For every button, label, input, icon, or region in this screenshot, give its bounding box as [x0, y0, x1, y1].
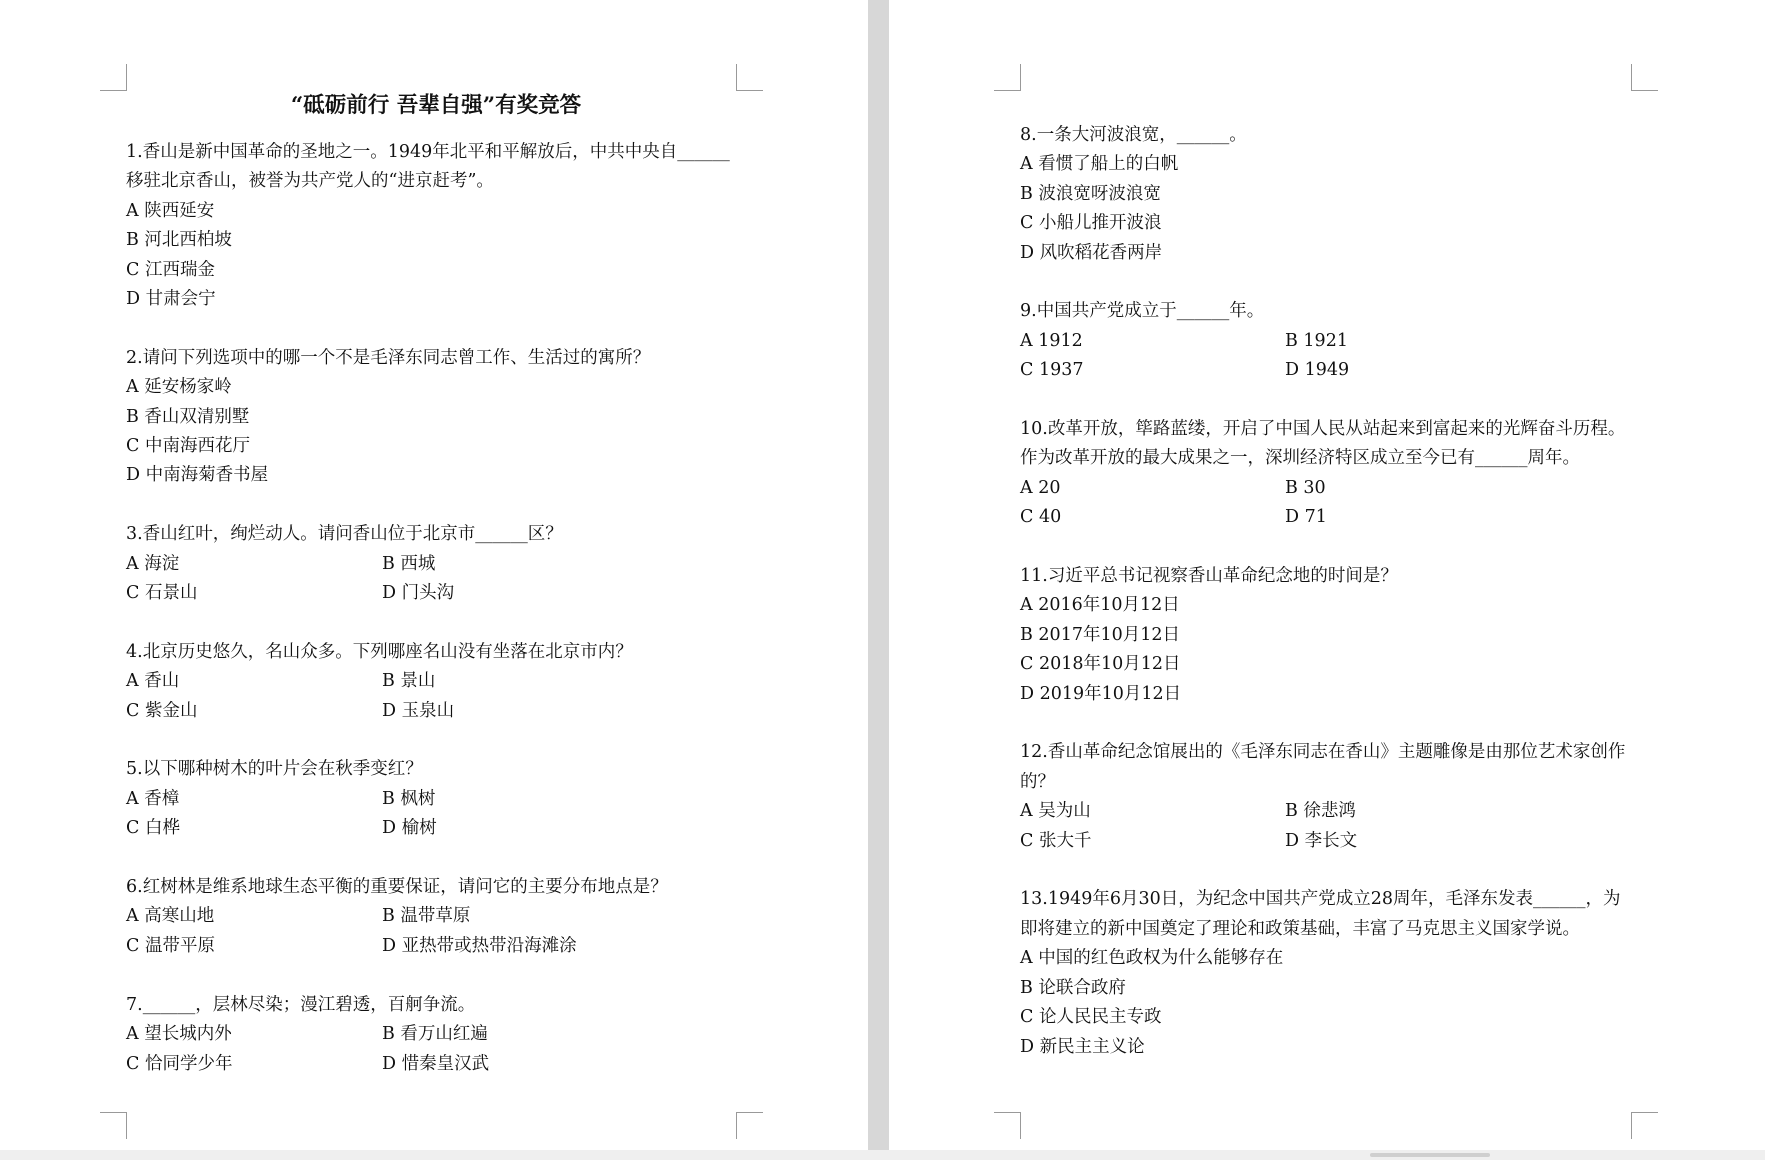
question-spacer — [126, 726, 746, 755]
question-text: 13.1949年6月30日，为纪念中国共产党成立28周年，毛泽东发表______，为 — [1020, 889, 1621, 910]
question-text: 1.香山是新中国革命的圣地之一。1949年北平和平解放后，中共中央自______ — [126, 142, 730, 162]
answer-option: D 中南海菊香书屋 — [126, 465, 269, 486]
horizontal-scrollbar[interactable] — [0, 1150, 1765, 1160]
answer-option: A 高寒山地 — [126, 906, 215, 927]
answer-option: B 波浪宽呀波浪宽 — [1020, 183, 1161, 204]
answer-option: B 温带草原 — [382, 906, 471, 927]
question-spacer — [1020, 856, 1660, 885]
answer-option: C 白桦 — [126, 818, 180, 839]
answer-options — [126, 197, 746, 315]
question-block — [126, 638, 746, 726]
question-text: 11.习近平总书记视察香山革命纪念地的时间是？ — [1020, 566, 1398, 587]
question-spacer — [1020, 268, 1660, 297]
answer-option: C 中南海西花厅 — [126, 436, 250, 457]
answer-option: D 榆树 — [382, 818, 437, 839]
answer-option: D 门头沟 — [382, 583, 455, 604]
question-spacer — [126, 608, 746, 637]
answer-option: B 河北西柏坡 — [126, 230, 232, 251]
answer-options — [126, 550, 746, 609]
answer-option: C 1937 — [1020, 360, 1084, 381]
answer-option: A 看惯了船上的白帆 — [1020, 154, 1179, 175]
document-title: “砥砺前行 吾辈自强”有奖竞答 — [290, 93, 582, 118]
answer-option: D 2019年10月12日 — [1020, 683, 1182, 704]
question-spacer — [126, 844, 746, 873]
answer-option: B 30 — [1285, 477, 1326, 498]
answer-option: D 玉泉山 — [382, 700, 455, 721]
answer-options — [1020, 797, 1660, 856]
question-text: 移驻北京香山，被誉为共产党人的“进京赶考”。 — [126, 171, 494, 192]
answer-options — [126, 667, 746, 726]
answer-option: C 40 — [1020, 507, 1062, 528]
answer-option: C 温带平原 — [126, 935, 215, 956]
question-text: 6.红树林是维系地球生态平衡的重要保证，请问它的主要分布地点是？ — [126, 877, 668, 898]
answer-option: C 石景山 — [126, 583, 198, 604]
question-block — [126, 344, 746, 491]
question-list-right — [1020, 121, 1660, 1062]
answer-option: B 1921 — [1285, 330, 1348, 351]
answer-option: B 景山 — [382, 671, 436, 692]
answer-option: C 紫金山 — [126, 700, 198, 721]
answer-options — [1020, 150, 1660, 268]
page-corner-mark — [1631, 1112, 1658, 1139]
question-spacer — [126, 491, 746, 520]
page-corner-mark — [100, 64, 127, 91]
question-text: 10.改革开放，筚路蓝缕，开启了中国人民从站起来到富起来的光辉奋斗历程。 — [1020, 419, 1626, 440]
answer-option: D 1949 — [1285, 360, 1350, 381]
answer-option: B 香山双清别墅 — [126, 406, 250, 427]
answer-options — [126, 1020, 746, 1079]
answer-option: A 20 — [1020, 477, 1061, 498]
question-block — [126, 520, 746, 608]
answer-option: B 枫树 — [382, 788, 436, 809]
question-block — [1020, 121, 1660, 268]
left-page-content — [126, 88, 746, 1079]
question-block — [1020, 738, 1660, 856]
question-text: 即将建立的新中国奠定了理论和政策基础，丰富了马克思主义国家学说。 — [1020, 918, 1580, 939]
question-block — [126, 755, 746, 843]
answer-option: C 江西瑞金 — [126, 259, 215, 280]
answer-option: C 2018年10月12日 — [1020, 654, 1181, 675]
question-text: 4.北京历史悠久，名山众多。下列哪座名山没有坐落在北京市内？ — [126, 641, 633, 662]
answer-option: A 2016年10月12日 — [1020, 595, 1180, 616]
question-block — [1020, 415, 1660, 533]
question-text: 作为改革开放的最大成果之一，深圳经济特区成立至今已有______周年。 — [1020, 448, 1580, 469]
answer-option: D 风吹稻花香两岸 — [1020, 242, 1163, 263]
answer-option: C 小船儿推开波浪 — [1020, 213, 1162, 234]
question-spacer — [1020, 386, 1660, 415]
question-text: 7.______，层林尽染；漫江碧透，百舸争流。 — [126, 994, 476, 1015]
answer-option: C 恰同学少年 — [126, 1053, 233, 1074]
question-block — [126, 991, 746, 1079]
answer-option: A 吴为山 — [1020, 801, 1091, 822]
page-corner-mark — [736, 64, 763, 91]
question-block — [1020, 885, 1660, 1061]
answer-options — [1020, 474, 1660, 533]
question-block — [1020, 297, 1660, 385]
answer-option: A 1912 — [1020, 330, 1083, 351]
answer-option: B 西城 — [382, 553, 436, 574]
answer-options — [1020, 591, 1660, 709]
answer-options — [126, 785, 746, 844]
question-block — [126, 873, 746, 961]
answer-option: A 延安杨家岭 — [126, 377, 232, 398]
answer-option: A 中国的红色政权为什么能够存在 — [1020, 948, 1284, 969]
document-page-left — [0, 0, 868, 1150]
question-text: 3.香山红叶，绚烂动人。请问香山位于北京市______区？ — [126, 524, 563, 545]
question-block — [1020, 562, 1660, 709]
question-spacer — [1020, 533, 1660, 562]
answer-option: C 论人民民主专政 — [1020, 1007, 1162, 1028]
question-block — [126, 138, 746, 314]
document-page-right — [889, 0, 1765, 1150]
question-text: 2.请问下列选项中的哪一个不是毛泽东同志曾工作、生活过的寓所？ — [126, 347, 651, 368]
answer-option: A 香山 — [126, 671, 180, 692]
question-spacer — [126, 314, 746, 343]
answer-option: B 2017年10月12日 — [1020, 624, 1180, 645]
answer-option: D 新民主主义论 — [1020, 1036, 1145, 1057]
answer-options — [126, 902, 746, 961]
question-spacer — [126, 961, 746, 990]
answer-option: A 香樟 — [126, 788, 180, 809]
answer-option: A 陕西延安 — [126, 200, 215, 221]
answer-option: D 惜秦皇汉武 — [382, 1053, 490, 1074]
answer-option: A 望长城内外 — [126, 1024, 232, 1045]
answer-option: D 李长文 — [1285, 830, 1358, 851]
page-corner-mark — [100, 1112, 127, 1139]
question-spacer — [1020, 709, 1660, 738]
right-page-content — [1020, 121, 1660, 1062]
answer-options — [126, 373, 746, 491]
page-corner-mark — [736, 1112, 763, 1139]
question-list-left — [126, 138, 746, 1079]
answer-option: A 海淀 — [126, 553, 180, 574]
page-corner-mark — [994, 64, 1021, 91]
answer-options — [1020, 944, 1660, 1062]
answer-option: D 甘肃会宁 — [126, 289, 216, 310]
question-text: 的？ — [1020, 771, 1055, 792]
answer-option: B 徐悲鸿 — [1285, 801, 1356, 822]
page-corner-mark — [994, 1112, 1021, 1139]
question-text: 5.以下哪种树木的叶片会在秋季变红？ — [126, 759, 423, 780]
answer-option: C 张大千 — [1020, 830, 1092, 851]
page-corner-mark — [1631, 64, 1658, 91]
answer-option: D 71 — [1285, 507, 1327, 528]
answer-option: D 亚热带或热带沿海滩涂 — [382, 935, 577, 956]
question-text: 8.一条大河波浪宽，______。 — [1020, 125, 1247, 145]
answer-options — [1020, 327, 1660, 386]
question-text: 9.中国共产党成立于______年。 — [1020, 301, 1265, 322]
scrollbar-thumb[interactable] — [1370, 1153, 1490, 1157]
question-text: 12.香山革命纪念馆展出的《毛泽东同志在香山》主题雕像是由那位艺术家创作 — [1020, 742, 1626, 763]
answer-option: B 看万山红遍 — [382, 1024, 488, 1045]
answer-option: B 论联合政府 — [1020, 977, 1126, 998]
